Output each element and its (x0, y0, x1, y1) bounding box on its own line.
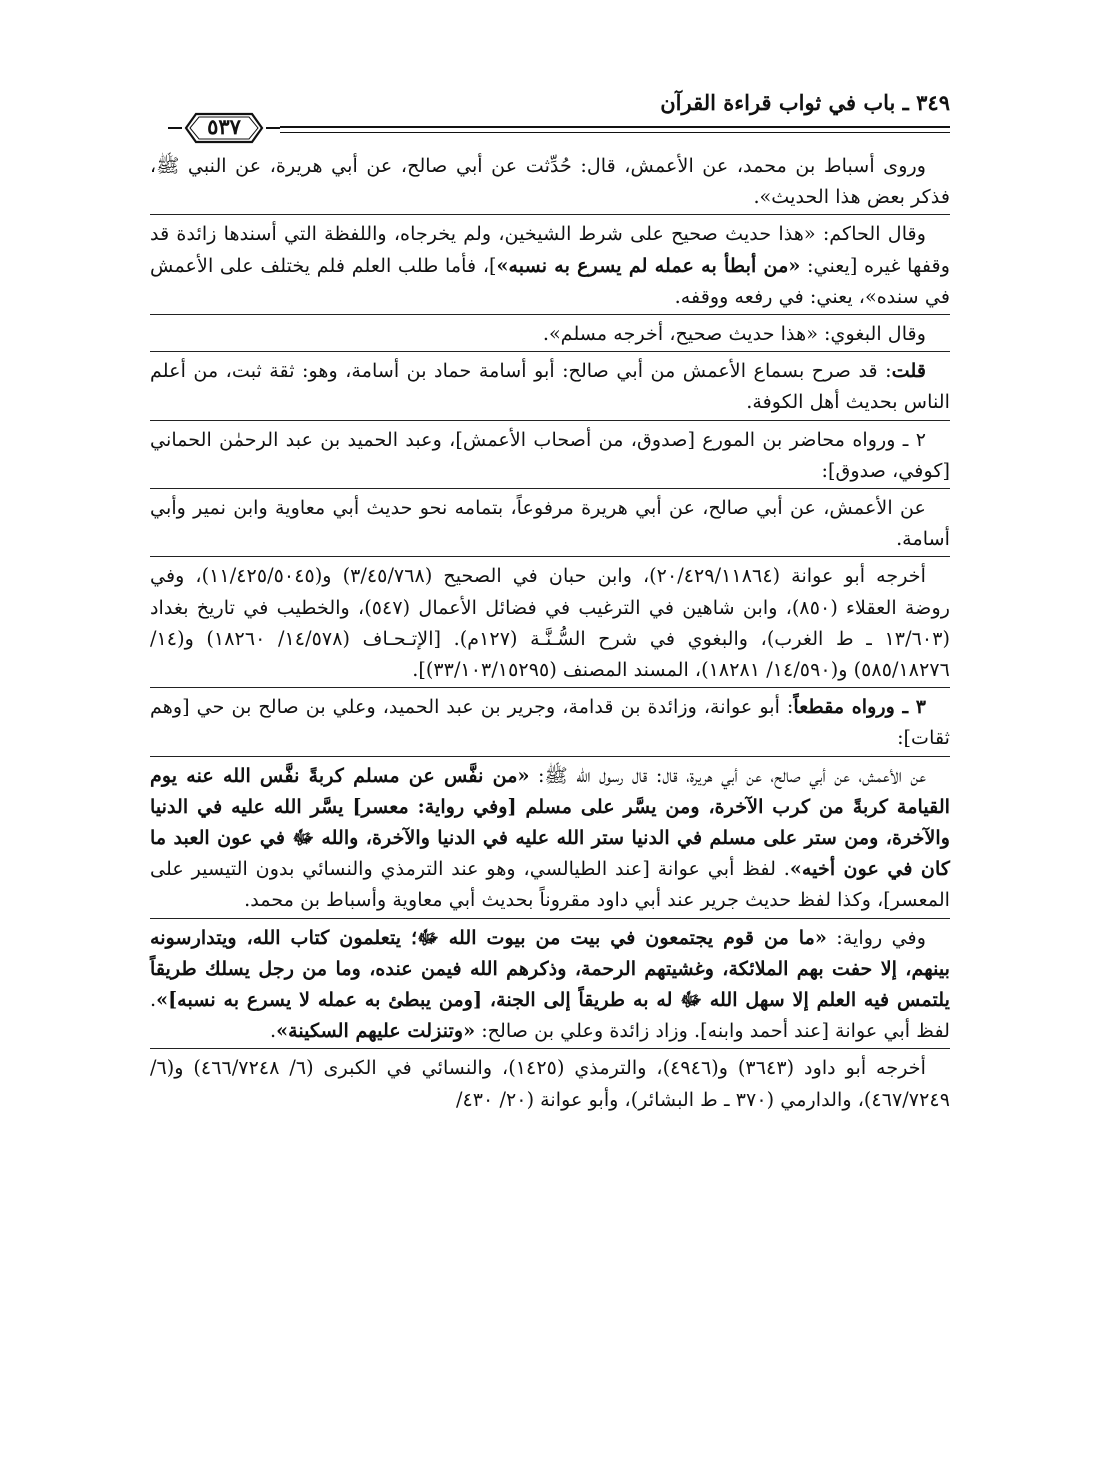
text-segment: . (270, 1019, 277, 1043)
page-number: ٥٣٧ (207, 114, 241, 139)
text-segment: وفي رواية: (826, 925, 926, 949)
paragraph (150, 214, 950, 312)
text-segment: ٢ ـ ورواه محاضر بن المورع [صدوق، من أصحاب الأعمش]، وعبد الحميد بن عبد الرحمٰن الحماني [كوفي، صدوق]: (150, 427, 950, 482)
bold-text-segment: «ما من قوم يجتمعون في بيت من بيوت الله ﷻ؛ يتعلمون كتاب الله، ويتدارسونه بينهم، إلا حفت بهم الملائكة، وغشيتهم الرحمة، وذكرهم الله فيمن عنده، وما من رجل يسلك طريقاً يلتمس فيه العلم إلا سهل الله ﷻ له به طريقاً إلى الجنة، [ومن يبطئ به عمله لا يسرع به نسبه]» (150, 925, 950, 1012)
text-segment: : قد صرح بسماع الأعمش من أبي صالح: أبو أسامة حماد بن أسامة، وهو: ثقة ثبت، من أعلم الناس بحديث أهل الكوفة. (150, 359, 950, 414)
bold-text-segment: «من أبطأ به عمله لم يسرع به نسبه» (496, 253, 801, 277)
text-segment: عن الأعمش، عن أبي صالح، عن أبي هريرة مرفوعاً، بتمامه نحو حديث أبي معاوية وابن نمير وأبي أسامة. (150, 496, 950, 551)
text-segment: أخرجه أبو عوانة (٢٠/٤٢٩/١١٨٦٤)، وابن حبان في الصحيح (٣/٤٥/٧٦٨) و(١١/٤٢٥/٥٠٤٥)، وفي روضة العقلاء (٨٥٠)، وابن شاهين في الترغيب في فضائل الأعمال (٥٤٧)، والخطيب في تاريخ بغداد (١٣/٦٠٣ ـ ط الغرب)، والبغوي في شرح السُّـنَّـة (١٢٧م). [الإتـحـاف (١٤/٥٧٨/ ١٨٢٦٠) و(١٤/ ٥٨٥/١٨٢٧٦) و(١٤/٥٩٠/ ١٨٢٨١)، المسند المصنف (٣٣/١٠٣/١٥٢٩٥)]. (150, 564, 950, 682)
paragraph (150, 687, 950, 753)
bold-text-segment: «وتنزلت عليهم السكينة» (276, 1019, 476, 1043)
text-segment: ]، فأما طلب العلم فلم يختلف على الأعمش في سنده»، يعني: في رفعه ووقفه. (150, 253, 950, 308)
paragraph (150, 918, 950, 1047)
header-rule-thin (280, 132, 950, 133)
text-segment: . لفظ أبي عوانة [عند الطيالسي، وهو عند الترمذي والنسائي بدون التيسير على المعسر]، وكذا لفظ حديث جرير عند أبي داود مقروناً بحديث أبي معاوية وأسباط بن محمد. (150, 857, 950, 912)
paragraph (150, 556, 950, 685)
bold-text-segment: قلت (891, 359, 926, 383)
text-segment: : أبو عوانة، وزائدة بن قدامة، وجرير بن عبد الحميد، وعلي بن صالح بن حي [وهم ثقات]: (150, 695, 950, 750)
text-segment: أخرجه أبو داود (٣٦٤٣) و(٤٩٤٦)، والترمذي (١٤٢٥)، والنسائي في الكبرى (٦/ ٤٦٦/٧٢٤٨) و(٦/ ٤٦٧/٧٢٤٩)، والدارمي (٣٧٠ ـ ط البشائر)، وأبو عوانة (٢٠/ ٤٣٠/ (150, 1056, 950, 1111)
paragraph (150, 420, 950, 486)
paragraph (150, 488, 950, 554)
paragraph (150, 314, 950, 349)
document-page (150, 80, 950, 1117)
paragraph (150, 1048, 950, 1114)
paragraph (150, 150, 950, 212)
paragraph (150, 756, 950, 916)
text-segment: وروى أسباط بن محمد، عن الأعمش، قال: حُدِّثت عن أبي صالح، عن أبي هريرة، عن النبي ﷺ، فذكر بعض هذا الحديث». (150, 154, 950, 209)
body-text (150, 150, 950, 1115)
text-segment: وقال البغوي: «هذا حديث صحيح، أخرجه مسلم». (542, 322, 926, 346)
page-number-ornament (168, 108, 280, 148)
text-segment: وقال الحاكم: «هذا حديث صحيح على شرط الشيخين، ولم يخرجاه، واللفظة التي أسندها زائدة قد وقفها غيره [يعني: (150, 222, 950, 277)
header-rule (280, 126, 950, 128)
bold-text-segment: ٣ ـ ورواه مقطعاً (793, 695, 926, 719)
paragraph (150, 351, 950, 417)
text-segment: . لفظ أبي عوانة [عند أحمد وابنه]. وزاد زائدة وعلي بن صالح: (150, 988, 950, 1043)
running-title: ٣٤٩ ـ باب في ثواب قراءة القرآن (660, 90, 950, 115)
text-segment: عن الأعمش، عن أبي صالح، عن أبي هريرة، قال: قال رسول الله ﷺ: (529, 763, 926, 787)
page-header (150, 80, 950, 150)
bold-text-segment: «من نفَّس عن مسلم كربةً نفَّس الله عنه يوم القيامة كربةً من كرب الآخرة، ومن يسَّر على مسلم [وفي رواية: معسر] يسَّر الله عليه في الدنيا والآخرة، ومن ستر على مسلم في الدنيا ستر الله عليه في الدنيا والآخرة، والله ﷻ في عون العبد ما كان في عون أخيه» (150, 763, 950, 881)
